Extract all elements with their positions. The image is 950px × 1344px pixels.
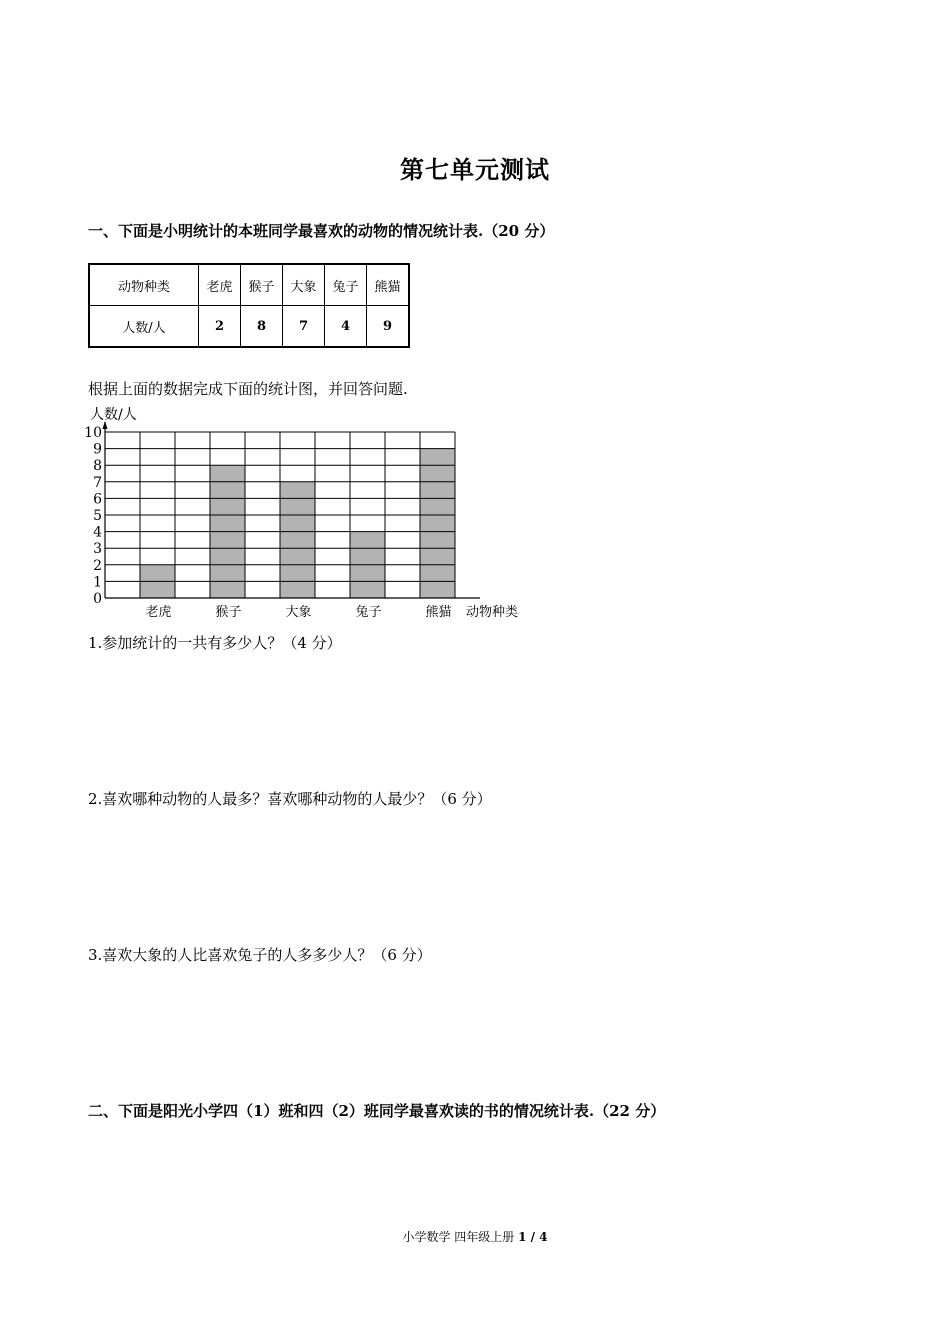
table-cell-animal: 熊猫 <box>367 264 410 306</box>
table-cell-count: 4 <box>325 306 367 348</box>
x-tick-label: 老虎 <box>145 605 172 620</box>
page-footer <box>0 1228 950 1245</box>
y-tick-label: 10 <box>84 425 102 441</box>
table-header-label: 动物种类 <box>89 264 199 306</box>
table-row <box>89 264 409 306</box>
y-axis-label: 人数/人 <box>90 407 137 423</box>
table-cell-animal: 兔子 <box>325 264 367 306</box>
question-2: 2.喜欢哪种动物的人最多？喜欢哪种动物的人最少？（6 分） <box>88 790 492 808</box>
animal-stat-table <box>88 263 410 348</box>
y-tick-label: 4 <box>93 524 102 541</box>
table-row <box>89 306 409 348</box>
table-cell-count: 8 <box>241 306 283 348</box>
y-tick-label: 1 <box>93 574 102 591</box>
animal-bar-chart <box>80 402 540 624</box>
table-cell-animal: 老虎 <box>199 264 241 306</box>
page-number: 1 / 4 <box>518 1230 548 1244</box>
footer-text: 小学数学 四年级上册 <box>402 1230 519 1244</box>
x-tick-label: 猴子 <box>215 605 242 620</box>
table-cell-animal: 大象 <box>283 264 325 306</box>
x-axis-label: 动物种类 <box>466 605 519 620</box>
table-row-label: 人数/人 <box>89 306 199 348</box>
y-tick-label: 8 <box>93 458 102 475</box>
question-3: 3.喜欢大象的人比喜欢兔子的人多多少人？（6 分） <box>88 946 432 964</box>
y-tick-label: 0 <box>93 591 102 607</box>
table-cell-count: 2 <box>199 306 241 348</box>
instruction-text: 根据上面的数据完成下面的统计图，并回答问题. <box>88 380 408 398</box>
x-tick-label: 大象 <box>285 605 312 620</box>
y-tick-label: 9 <box>93 441 102 458</box>
y-tick-label: 3 <box>93 541 102 558</box>
table-cell-count: 9 <box>367 306 410 348</box>
section-1-heading: 一、下面是小明统计的本班同学最喜欢的动物的情况统计表.（20 分） <box>88 222 555 240</box>
y-tick-label: 5 <box>93 508 102 524</box>
y-tick-label: 2 <box>93 557 102 574</box>
question-1: 1.参加统计的一共有多少人？（4 分） <box>88 634 342 652</box>
table-cell-animal: 猴子 <box>241 264 283 306</box>
y-tick-label: 6 <box>93 491 102 508</box>
section-2-heading: 二、下面是阳光小学四（1）班和四（2）班同学最喜欢读的书的情况统计表.（22 分） <box>88 1102 666 1120</box>
y-tick-label: 7 <box>93 474 102 491</box>
table-cell-count: 7 <box>283 306 325 348</box>
x-tick-label: 兔子 <box>355 605 382 620</box>
bar <box>420 449 455 598</box>
x-tick-label: 熊猫 <box>425 605 452 620</box>
page-title: 第七单元测试 <box>400 155 550 184</box>
bar <box>280 482 315 598</box>
